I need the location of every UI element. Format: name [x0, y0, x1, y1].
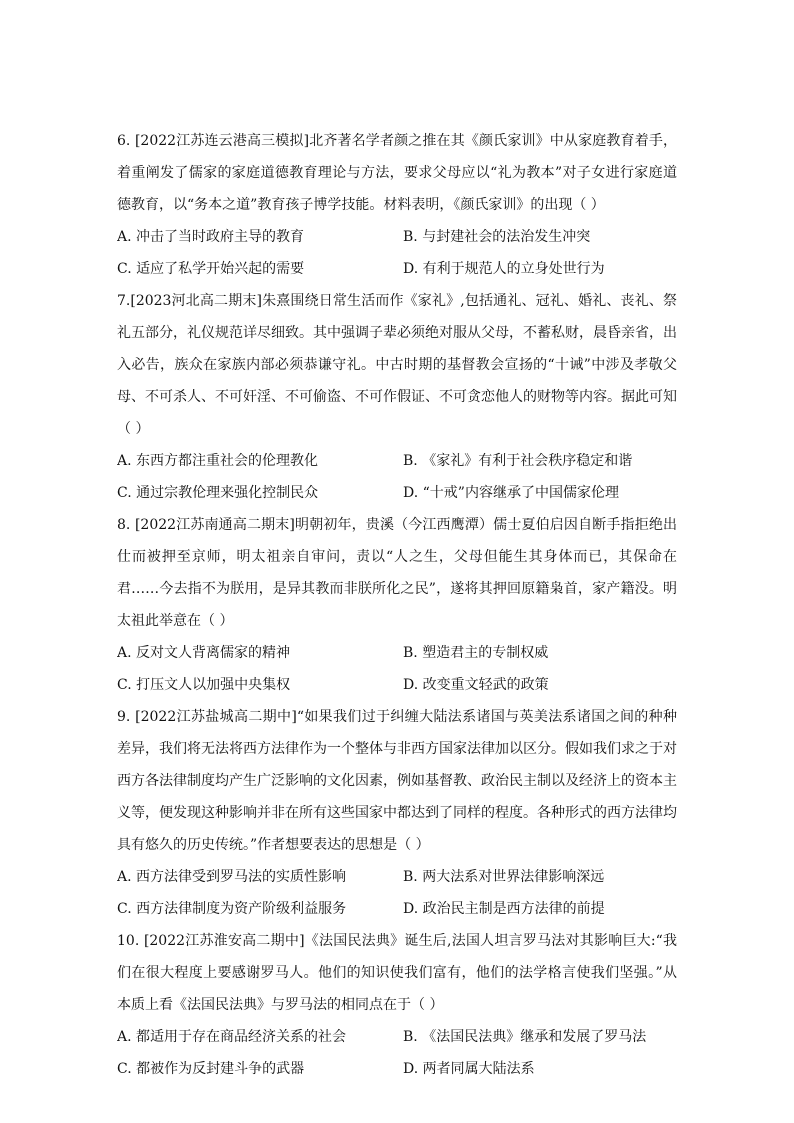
option-a: A. 东西方都注重社会的伦理教化 — [117, 453, 319, 469]
question-stem: 6. [2022江苏连云港高三模拟]北齐著名学者颜之推在其《颜氏家训》中从家庭教育着手，着重阐发了儒家的家庭道德教育理论与方法，要求父母应以“礼为教本”对子女进行家庭道德教育，以“务本之道”教育孩子博学技能。材料表明，《颜氏家训》的出现（ ） — [117, 133, 677, 213]
question-10 — [117, 925, 677, 1085]
option-d: D. “十戒”内容继承了中国儒家伦理 — [403, 485, 619, 501]
question-7 — [117, 285, 677, 509]
option-a: A. 冲击了当时政府主导的教育 — [117, 229, 305, 245]
options-grid — [117, 861, 677, 925]
option-c: C. 通过宗教伦理来强化控制民众 — [117, 485, 319, 501]
option-d: D. 政治民主制是西方法律的前提 — [403, 901, 605, 917]
option-b: B. 与封建社会的法治发生冲突 — [403, 229, 591, 245]
option-a: A. 都适用于存在商品经济关系的社会 — [117, 1029, 347, 1045]
option-a: A. 西方法律受到罗马法的实质性影响 — [117, 869, 347, 885]
question-6 — [117, 125, 677, 285]
option-c: C. 适应了私学开始兴起的需要 — [117, 261, 305, 277]
option-c: C. 西方法律制度为资产阶级利益服务 — [117, 901, 347, 917]
option-b: B. 《法国民法典》继承和发展了罗马法 — [403, 1029, 647, 1045]
option-d: D. 有利于规范人的立身处世行为 — [403, 261, 605, 277]
options-grid — [117, 1021, 677, 1085]
option-d: D. 改变重文轻武的政策 — [403, 677, 549, 693]
question-stem: 10. [2022江苏淮安高二期中]《法国民法典》诞生后,法国人坦言罗马法对其影响巨大:“我们在很大程度上要感谢罗马人。他们的知识使我们富有，他们的法学格言使我们坚强。”从本质上看《法国民法典》与罗马法的相同点在于（ ） — [117, 933, 677, 1013]
option-b: B. 塑造君主的专制权威 — [403, 645, 549, 661]
options-grid — [117, 637, 677, 701]
option-c: C. 都被作为反封建斗争的武器 — [117, 1061, 305, 1077]
options-grid — [117, 445, 677, 509]
option-c: C. 打压文人以加强中央集权 — [117, 677, 291, 693]
option-a: A. 反对文人背离儒家的精神 — [117, 645, 291, 661]
options-grid — [117, 221, 677, 285]
question-stem: 7.[2023河北高二期末]朱熹围绕日常生活而作《家礼》,包括通礼、冠礼、婚礼、丧礼、祭礼五部分，礼仪规范详尽细致。其中强调子辈必须绝对服从父母，不蓄私财，晨昏亲省，出入必告，族众在家族内部必须恭谦守礼。中古时期的基督教会宣扬的“十诫”中涉及孝敬父母、不可杀人、不可奸淫、不可偷盗、不可作假证、不可贪恋他人的财物等内容。据此可知（ ） — [117, 293, 677, 437]
question-9 — [117, 701, 677, 925]
option-d: D. 两者同属大陆法系 — [403, 1061, 535, 1077]
question-stem: 9. [2022江苏盐城高二期中]“如果我们过于纠缠大陆法系诸国与英美法系诸国之间的种种差异，我们将无法将西方法律作为一个整体与非西方国家法律加以区分。假如我们求之于对西方各法律制度均产生广泛影响的文化因素，例如基督教、政治民主制以及经济上的资本主义等，便发现这种影响并非在所有这些国家中都达到了同样的程度。各种形式的西方法律均具有悠久的历史传统。”作者想要表达的思想是（ ） — [117, 709, 677, 853]
question-8 — [117, 509, 677, 701]
option-b: B. 两大法系对世界法律影响深远 — [403, 869, 605, 885]
exam-page — [117, 125, 677, 1085]
question-stem: 8. [2022江苏南通高二期末]明朝初年，贵溪（今江西鹰潭）儒士夏伯启因自断手指拒绝出仕而被押至京师，明太祖亲自审问，责以“人之生，父母但能生其身体而已，其保命在君……今去指不为朕用，是异其教而非朕所化之民”，遂将其押回原籍枭首，家产籍没。明太祖此举意在（ ） — [117, 517, 677, 629]
option-b: B. 《家礼》有利于社会秩序稳定和谐 — [403, 453, 633, 469]
